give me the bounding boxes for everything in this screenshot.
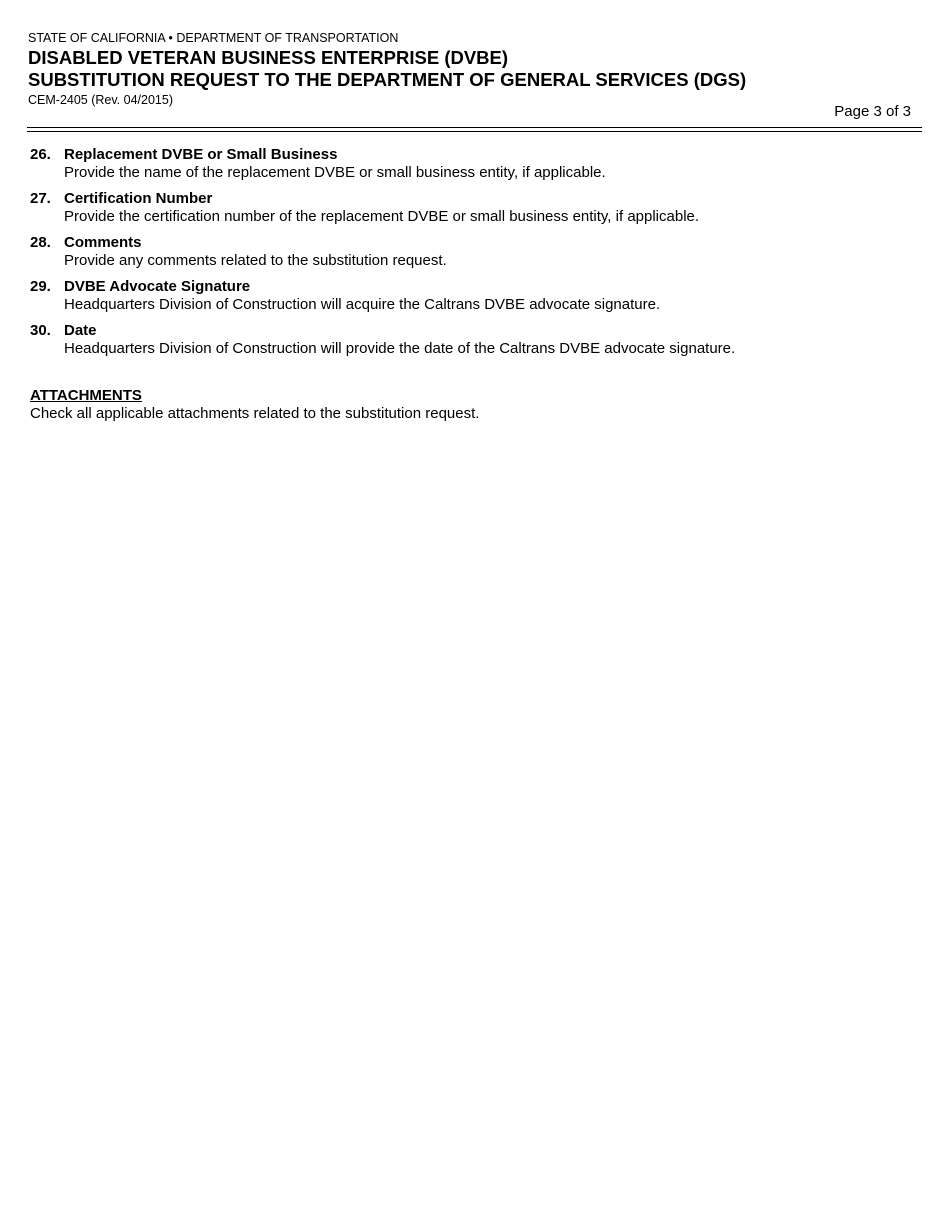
page-indicator: Page 3 of 3 <box>834 103 911 120</box>
item-number: 28. <box>30 234 51 251</box>
item-number: 29. <box>30 278 51 295</box>
item-description: Headquarters Division of Construction will acquire the Caltrans DVBE advocate signature. <box>64 296 661 313</box>
form-title-line2: SUBSTITUTION REQUEST TO THE DEPARTMENT OF GENERAL SERVICES (DGS) <box>28 69 747 90</box>
header-divider-bottom <box>27 131 922 132</box>
item-description: Headquarters Division of Construction will provide the date of the Caltrans DVBE advocate signature. <box>64 340 736 357</box>
instruction-list <box>30 146 920 366</box>
instruction-item-26 <box>30 146 920 182</box>
item-number: 26. <box>30 146 51 163</box>
item-title: Date <box>64 322 97 339</box>
form-title-line1: DISABLED VETERAN BUSINESS ENTERPRISE (DVBE) <box>28 47 509 68</box>
item-description: Provide the certification number of the replacement DVBE or small business entity, if applicable. <box>64 208 700 225</box>
item-description: Provide the name of the replacement DVBE or small business entity, if applicable. <box>64 164 606 181</box>
agency-line: STATE OF CALIFORNIA • DEPARTMENT OF TRANSPORTATION <box>28 31 399 45</box>
attachments-description: Check all applicable attachments related to the substitution request. <box>30 405 480 422</box>
item-title: Comments <box>64 234 142 251</box>
instruction-item-27 <box>30 190 920 226</box>
item-title: Certification Number <box>64 190 213 207</box>
item-number: 27. <box>30 190 51 207</box>
attachments-section <box>30 387 479 423</box>
instruction-item-30 <box>30 322 920 358</box>
item-number: 30. <box>30 322 51 339</box>
item-title: DVBE Advocate Signature <box>64 278 251 295</box>
form-number: CEM-2405 (Rev. 04/2015) <box>28 93 173 107</box>
instruction-item-29 <box>30 278 920 314</box>
header-divider-top <box>27 127 922 128</box>
instruction-item-28 <box>30 234 920 270</box>
item-description: Provide any comments related to the substitution request. <box>64 252 447 269</box>
attachments-heading: ATTACHMENTS <box>30 387 142 404</box>
item-title: Replacement DVBE or Small Business <box>64 146 338 163</box>
